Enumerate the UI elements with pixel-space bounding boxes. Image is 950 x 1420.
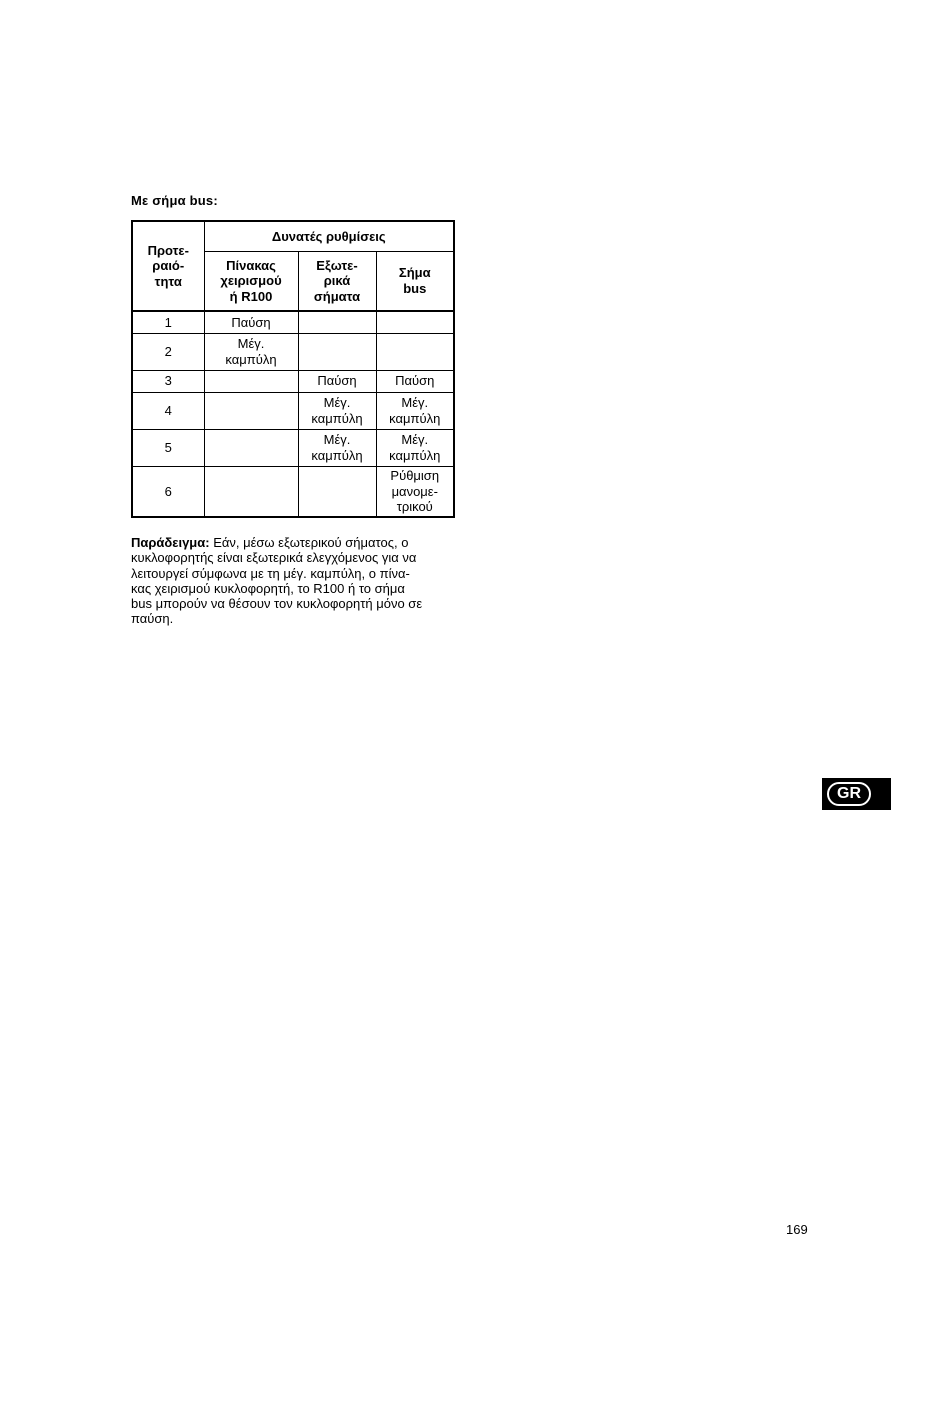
bus-signal-header bbox=[376, 251, 454, 311]
cell-line: τρικού bbox=[396, 499, 433, 514]
example-paragraph bbox=[131, 535, 459, 627]
control-panel-cell: Παύση bbox=[204, 311, 298, 333]
priority-header-line: τητα bbox=[154, 273, 182, 289]
priority-cell: 6 bbox=[132, 466, 204, 517]
bus-cell bbox=[376, 333, 454, 370]
header-line: χειρισμού bbox=[220, 273, 282, 288]
table-row bbox=[132, 311, 454, 333]
header-line: bus bbox=[403, 280, 427, 296]
priority-cell: 2 bbox=[132, 333, 204, 370]
example-line: κας χειρισμού κυκλοφορητή, το R100 ή το σήμα bbox=[131, 580, 405, 596]
table-row bbox=[132, 370, 454, 392]
priority-cell: 3 bbox=[132, 370, 204, 392]
external-cell bbox=[298, 311, 376, 333]
external-cell bbox=[298, 333, 376, 370]
cell-line: Μέγ. bbox=[323, 395, 351, 410]
control-panel-cell bbox=[204, 466, 298, 517]
header-line: ρικά bbox=[323, 273, 351, 288]
control-panel-cell bbox=[204, 392, 298, 429]
cell-line: καμπύλη bbox=[225, 351, 277, 367]
control-panel-cell bbox=[204, 370, 298, 392]
cell-line: Μέγ. bbox=[237, 336, 265, 351]
priority-cell: 1 bbox=[132, 311, 204, 333]
control-panel-cell bbox=[204, 333, 298, 370]
page-number: 169 bbox=[786, 1222, 808, 1237]
example-line: παύση. bbox=[131, 611, 174, 627]
header-line: Πίνακας bbox=[226, 257, 276, 273]
control-panel-cell bbox=[204, 429, 298, 466]
example-line: bus μπορούν να θέσουν τον κυκλοφορητή μόνο σε bbox=[131, 596, 423, 612]
bus-cell bbox=[376, 429, 454, 466]
cell-line: καμπύλη bbox=[311, 410, 363, 426]
example-line: κυκλοφορητής είναι εξωτερικά ελεγχόμενος για να bbox=[131, 550, 417, 566]
external-cell bbox=[298, 429, 376, 466]
table-row bbox=[132, 466, 454, 517]
bus-cell bbox=[376, 392, 454, 429]
table-row bbox=[132, 333, 454, 370]
example-line: λειτουργεί σύμφωνα με τη μέγ. καμπύλη, ο πίνα- bbox=[131, 565, 410, 581]
cell-line: Μέγ. bbox=[401, 395, 429, 410]
priority-cell: 4 bbox=[132, 392, 204, 429]
cell-line: καμπύλη bbox=[389, 447, 441, 463]
language-code: GR bbox=[827, 782, 871, 806]
priority-header-line: Προτε- bbox=[147, 242, 189, 258]
cell-line: Μέγ. bbox=[401, 432, 429, 447]
priority-header bbox=[132, 221, 204, 311]
bus-cell bbox=[376, 311, 454, 333]
priority-cell: 5 bbox=[132, 429, 204, 466]
control-panel-header bbox=[204, 251, 298, 311]
table-row bbox=[132, 392, 454, 429]
header-line: σήματα bbox=[313, 288, 361, 304]
cell-line: μανομε- bbox=[391, 483, 438, 499]
priority-settings-table bbox=[131, 220, 455, 518]
example-line: Εάν, μέσω εξωτερικού σήματος, ο bbox=[209, 535, 409, 550]
cell-line: Ρύθμιση bbox=[390, 468, 440, 483]
example-label: Παράδειγμα: bbox=[131, 535, 210, 550]
header-line: Σήμα bbox=[398, 265, 431, 281]
table-row bbox=[132, 429, 454, 466]
header-line: Εξωτε- bbox=[316, 257, 358, 273]
language-badge bbox=[822, 778, 891, 810]
bus-cell: Παύση bbox=[376, 370, 454, 392]
possible-settings-header: Δυνατές ρυθμίσεις bbox=[204, 221, 454, 251]
priority-header-line: ραιό- bbox=[152, 258, 185, 274]
cell-line: καμπύλη bbox=[389, 410, 441, 426]
cell-line: καμπύλη bbox=[311, 447, 363, 463]
external-cell: Παύση bbox=[298, 370, 376, 392]
external-cell bbox=[298, 466, 376, 517]
table-header-row bbox=[132, 221, 454, 251]
section-heading: Με σήμα bus: bbox=[131, 193, 218, 208]
external-signals-header bbox=[298, 251, 376, 311]
external-cell bbox=[298, 392, 376, 429]
cell-line: Μέγ. bbox=[323, 432, 351, 447]
header-line: ή R100 bbox=[229, 288, 273, 304]
bus-cell bbox=[376, 466, 454, 517]
